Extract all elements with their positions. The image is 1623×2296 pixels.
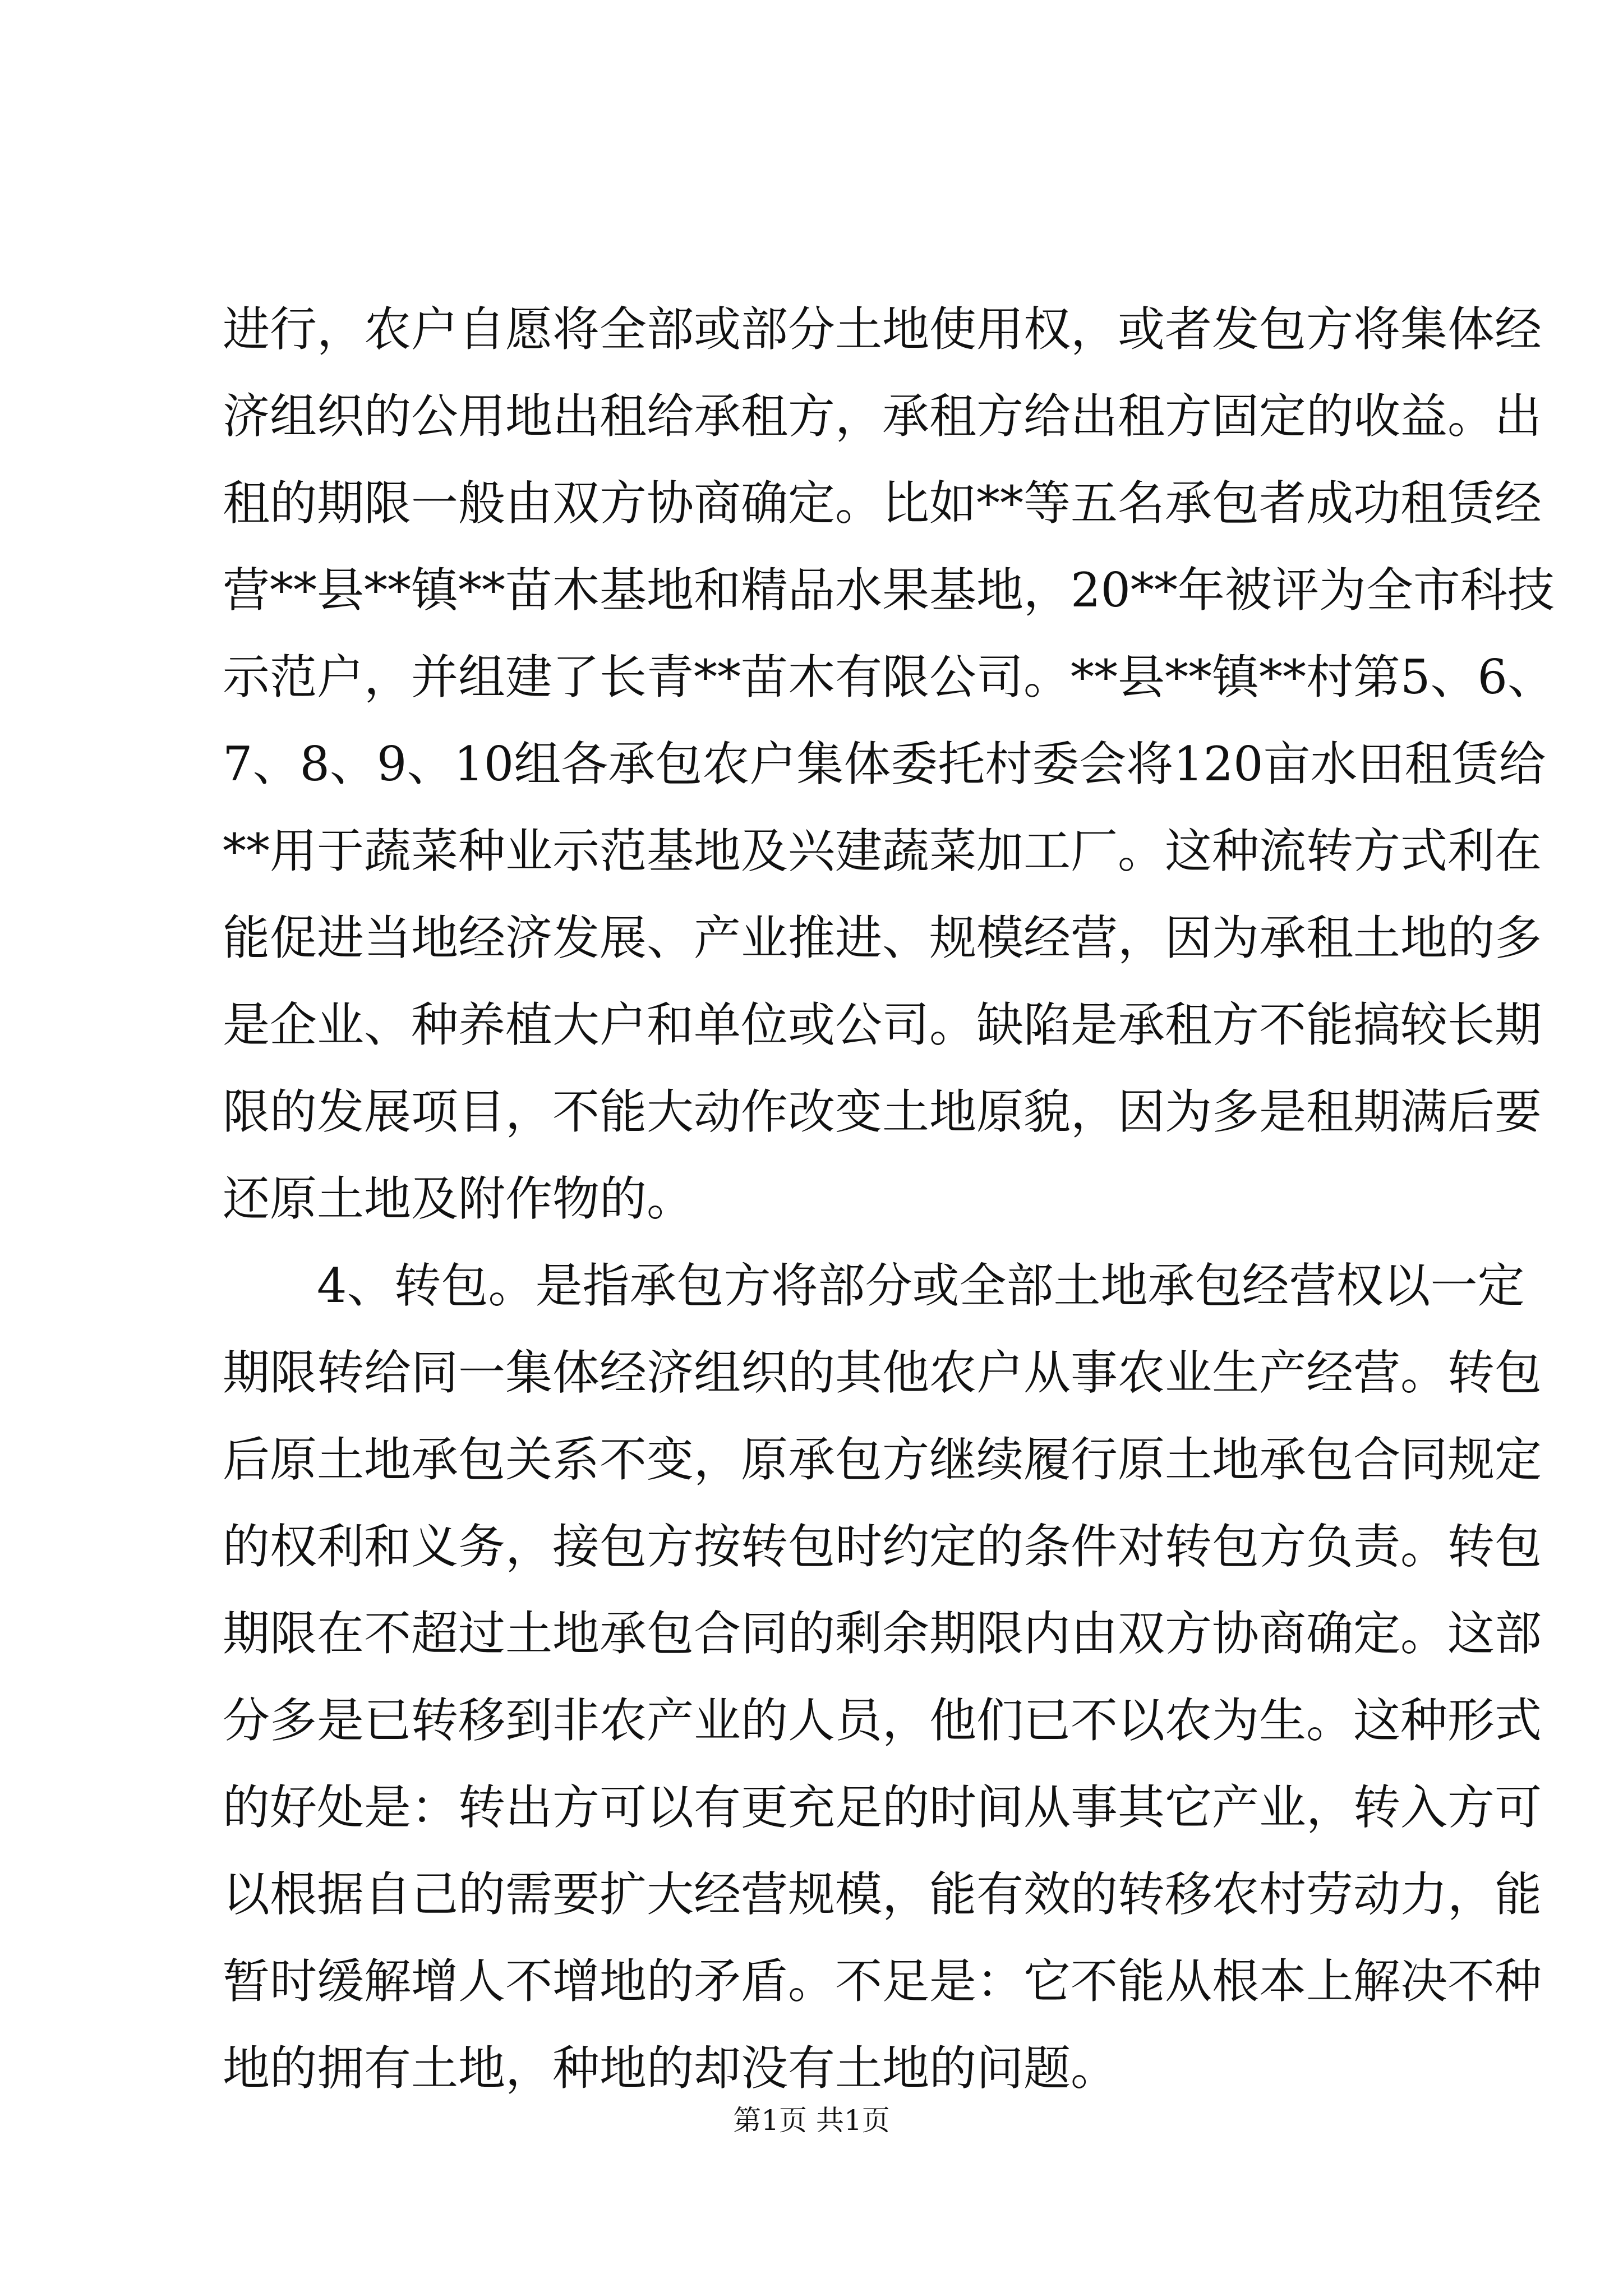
paragraph-line: 示范户，并组建了长青**苗木有限公司。**县**镇**村第5、6、 <box>223 650 1555 705</box>
paragraph-line: 的权利和义务，接包方按转包时约定的条件对转包方负责。转包 <box>223 1519 1542 1574</box>
paragraph-line: 后原土地承包关系不变，原承包方继续履行原土地承包合同规定 <box>223 1432 1542 1487</box>
paragraph-line: 分多是已转移到非农产业的人员，他们已不以农为生。这种形式 <box>223 1693 1542 1748</box>
paragraph-line: 暂时缓解增人不增地的矛盾。不足是：它不能从根本上解决不种 <box>223 1954 1542 2009</box>
paragraph-line: 期限在不超过土地承包合同的剩余期限内由双方协商确定。这部 <box>223 1606 1542 1661</box>
document-body <box>223 286 1555 2112</box>
paragraph-line: 还原土地及附作物的。 <box>223 1171 694 1226</box>
paragraph-line: 营**县**镇**苗木基地和精品水果基地，20**年被评为全市科技 <box>223 563 1555 618</box>
paragraph-line: **用于蔬菜种业示范基地及兴建蔬菜加工厂。这种流转方式利在 <box>223 823 1542 878</box>
paragraph-line: 7、8、9、10组各承包农户集体委托村委会将120亩水田租赁给 <box>223 737 1546 792</box>
paragraph-line: 以根据自己的需要扩大经营规模，能有效的转移农村劳动力，能 <box>223 1867 1542 1922</box>
paragraph-line: 进行，农户自愿将全部或部分土地使用权，或者发包方将集体经 <box>223 302 1542 357</box>
paragraph-line: 的好处是：转出方可以有更充足的时间从事其它产业，转入方可 <box>223 1780 1542 1835</box>
paragraph-line: 期限转给同一集体经济组织的其他农户从事农业生产经营。转包 <box>223 1345 1542 1400</box>
page-footer <box>0 2101 1623 2140</box>
page-number-label: 第1页 共1页 <box>733 2104 890 2137</box>
paragraph-1 <box>223 286 1555 1243</box>
paragraph-line: 济组织的公用地出租给承租方，承租方给出租方固定的收益。出 <box>223 389 1542 444</box>
paragraph-line: 能促进当地经济发展、产业推进、规模经营，因为承租土地的多 <box>223 910 1542 965</box>
paragraph-line: 是企业、种养植大户和单位或公司。缺陷是承租方不能搞较长期 <box>223 997 1542 1052</box>
paragraph-line: 限的发展项目，不能大动作改变土地原貌，因为多是租期满后要 <box>223 1084 1542 1139</box>
paragraph-line: 地的拥有土地，种地的却没有土地的问题。 <box>223 2041 1118 2096</box>
paragraph-line: 4、转包。是指承包方将部分或全部土地承包经营权以一定 <box>317 1258 1525 1313</box>
paragraph-line: 租的期限一般由双方协商确定。比如**等五名承包者成功租赁经 <box>223 476 1542 531</box>
paragraph-2 <box>223 1243 1542 2112</box>
